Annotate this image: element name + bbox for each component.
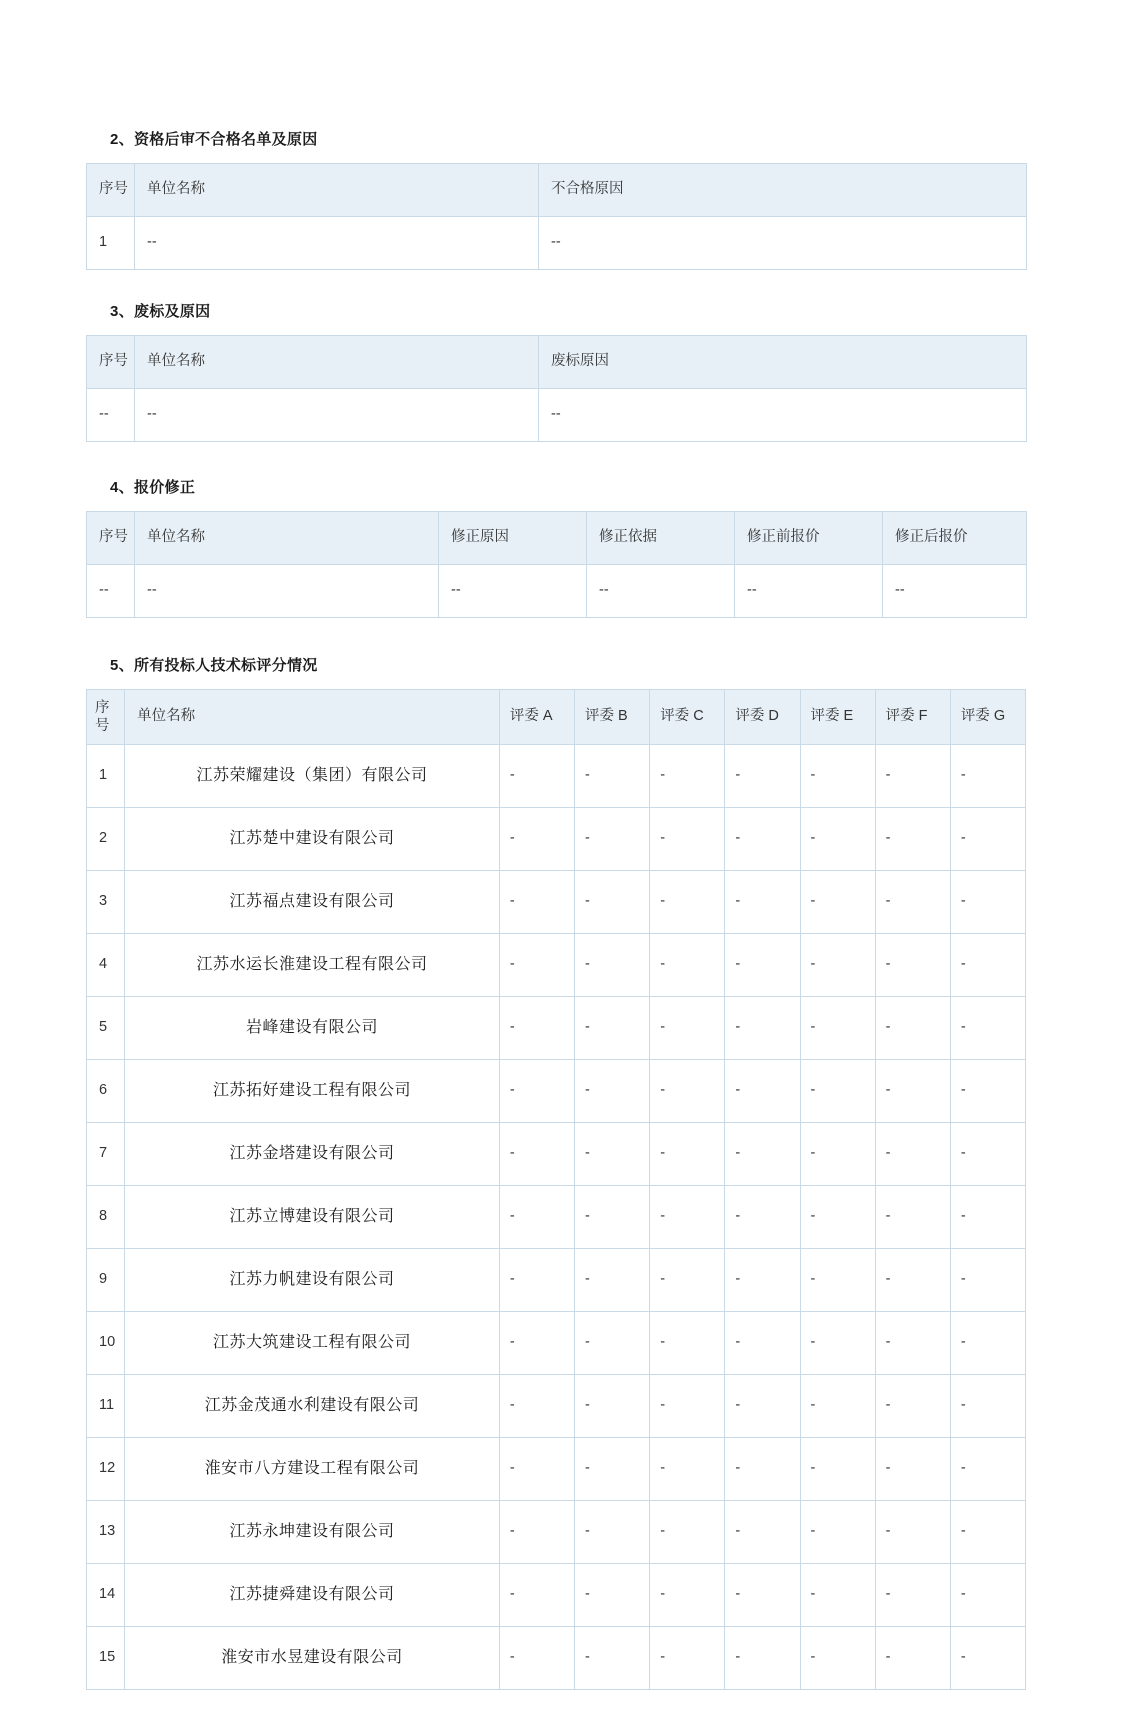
table-row — [87, 1186, 1026, 1249]
table-row — [87, 217, 1027, 270]
cell-score-c: - — [650, 1438, 725, 1501]
cell-score-g: - — [950, 997, 1025, 1060]
cell-index: 5 — [87, 997, 125, 1060]
cell-score-g: - — [950, 1312, 1025, 1375]
cell-score-d: - — [725, 1249, 800, 1312]
cell-score-g: - — [950, 1249, 1025, 1312]
cell-score-f: - — [875, 1564, 950, 1627]
cell-score-c: - — [650, 934, 725, 997]
cell-index: 12 — [87, 1438, 125, 1501]
cell-index: 10 — [87, 1312, 125, 1375]
cell-index: -- — [87, 389, 135, 442]
cell-score-b: - — [575, 1627, 650, 1690]
table-header-row — [87, 164, 1027, 217]
cell-score-f: - — [875, 745, 950, 808]
cell-score-d: - — [725, 1501, 800, 1564]
cell-index: 15 — [87, 1627, 125, 1690]
cell-score-a: - — [499, 1627, 574, 1690]
cell-score-f: - — [875, 997, 950, 1060]
cell-score-b: - — [575, 934, 650, 997]
cell-score-c: - — [650, 745, 725, 808]
section-heading-4: 4、报价修正 — [110, 479, 196, 496]
cell-unit-name: 江苏金塔建设有限公司 — [125, 1123, 500, 1186]
cell-score-a: - — [499, 1375, 574, 1438]
cell-index: -- — [87, 565, 135, 618]
cell-unit-name: 江苏立博建设有限公司 — [125, 1186, 500, 1249]
cell-unit-name: 江苏水运长淮建设工程有限公司 — [125, 934, 500, 997]
cell-score-b: - — [575, 1249, 650, 1312]
column-header-unit-name: 单位名称 — [135, 336, 539, 389]
cell-score-e: - — [800, 1627, 875, 1690]
cell-score-e: - — [800, 934, 875, 997]
section-heading-2: 2、资格后审不合格名单及原因 — [110, 131, 318, 148]
column-header-reason: 废标原因 — [539, 336, 1027, 389]
cell-price-before: -- — [735, 565, 883, 618]
cell-score-a: - — [499, 1564, 574, 1627]
table-row — [87, 389, 1027, 442]
cell-index: 1 — [87, 745, 125, 808]
cell-score-g: - — [950, 808, 1025, 871]
column-header-reason: 不合格原因 — [539, 164, 1027, 217]
cell-score-f: - — [875, 1186, 950, 1249]
cell-index: 14 — [87, 1564, 125, 1627]
cell-score-f: - — [875, 1627, 950, 1690]
table-header-row — [87, 690, 1026, 745]
cell-score-f: - — [875, 1501, 950, 1564]
cell-score-f: - — [875, 808, 950, 871]
cell-score-e: - — [800, 745, 875, 808]
cell-unit-name: 江苏永坤建设有限公司 — [125, 1501, 500, 1564]
cell-score-f: - — [875, 1123, 950, 1186]
cell-score-d: - — [725, 808, 800, 871]
cell-score-a: - — [499, 871, 574, 934]
cell-score-b: - — [575, 745, 650, 808]
cell-score-c: - — [650, 1501, 725, 1564]
table-rejected-bids — [86, 335, 1027, 442]
cell-index: 3 — [87, 871, 125, 934]
cell-score-a: - — [499, 808, 574, 871]
cell-score-e: - — [800, 1438, 875, 1501]
cell-score-c: - — [650, 1060, 725, 1123]
table-row — [87, 934, 1026, 997]
cell-unit-name: -- — [135, 217, 539, 270]
cell-score-e: - — [800, 1123, 875, 1186]
cell-score-f: - — [875, 1312, 950, 1375]
table-row — [87, 997, 1026, 1060]
cell-score-e: - — [800, 1186, 875, 1249]
cell-score-a: - — [499, 1249, 574, 1312]
cell-score-c: - — [650, 1375, 725, 1438]
cell-score-e: - — [800, 1060, 875, 1123]
table-technical-scores — [86, 689, 1026, 1690]
cell-score-d: - — [725, 1123, 800, 1186]
column-header-price-after: 修正后报价 — [883, 512, 1027, 565]
table-row — [87, 808, 1026, 871]
table-row — [87, 1501, 1026, 1564]
table-unqualified-list — [86, 163, 1027, 270]
cell-score-a: - — [499, 1186, 574, 1249]
cell-score-f: - — [875, 934, 950, 997]
cell-score-c: - — [650, 997, 725, 1060]
cell-score-d: - — [725, 934, 800, 997]
cell-score-b: - — [575, 1312, 650, 1375]
column-header-unit-name: 单位名称 — [135, 164, 539, 217]
cell-score-e: - — [800, 1501, 875, 1564]
cell-score-g: - — [950, 1375, 1025, 1438]
column-header-judge-g: 评委 G — [950, 690, 1025, 745]
cell-score-b: - — [575, 1438, 650, 1501]
cell-score-b: - — [575, 808, 650, 871]
table-row — [87, 1438, 1026, 1501]
cell-correction-basis: -- — [587, 565, 735, 618]
cell-score-e: - — [800, 1249, 875, 1312]
cell-score-f: - — [875, 1060, 950, 1123]
cell-score-c: - — [650, 1249, 725, 1312]
column-header-unit-name: 单位名称 — [125, 690, 500, 745]
cell-score-g: - — [950, 934, 1025, 997]
cell-score-b: - — [575, 1375, 650, 1438]
cell-score-a: - — [499, 1060, 574, 1123]
column-header-judge-f: 评委 F — [875, 690, 950, 745]
column-header-index: 序号 — [87, 512, 135, 565]
column-header-index: 序号 — [87, 164, 135, 217]
cell-score-b: - — [575, 1501, 650, 1564]
table-row — [87, 1249, 1026, 1312]
cell-unit-name: 江苏楚中建设有限公司 — [125, 808, 500, 871]
cell-score-d: - — [725, 1627, 800, 1690]
cell-score-c: - — [650, 871, 725, 934]
column-header-index: 序号 — [87, 336, 135, 389]
section-heading-5: 5、所有投标人技术标评分情况 — [110, 657, 318, 674]
cell-score-d: - — [725, 1312, 800, 1375]
cell-score-d: - — [725, 1375, 800, 1438]
table-row — [87, 1375, 1026, 1438]
column-header-judge-d: 评委 D — [725, 690, 800, 745]
cell-index: 1 — [87, 217, 135, 270]
table-header-row — [87, 336, 1027, 389]
cell-unit-name: 江苏荣耀建设（集团）有限公司 — [125, 745, 500, 808]
cell-unit-name: 岩峰建设有限公司 — [125, 997, 500, 1060]
cell-score-g: - — [950, 1438, 1025, 1501]
cell-reason: -- — [539, 217, 1027, 270]
cell-score-b: - — [575, 871, 650, 934]
cell-score-b: - — [575, 1564, 650, 1627]
cell-score-c: - — [650, 1564, 725, 1627]
cell-index: 6 — [87, 1060, 125, 1123]
cell-score-g: - — [950, 1186, 1025, 1249]
cell-score-e: - — [800, 1375, 875, 1438]
cell-score-f: - — [875, 1375, 950, 1438]
cell-score-c: - — [650, 808, 725, 871]
cell-score-f: - — [875, 871, 950, 934]
cell-index: 4 — [87, 934, 125, 997]
cell-score-g: - — [950, 1564, 1025, 1627]
column-header-judge-c: 评委 C — [650, 690, 725, 745]
table-row — [87, 1627, 1026, 1690]
cell-unit-name: 淮安市八方建设工程有限公司 — [125, 1438, 500, 1501]
cell-score-d: - — [725, 997, 800, 1060]
cell-score-e: - — [800, 871, 875, 934]
cell-score-e: - — [800, 808, 875, 871]
cell-score-a: - — [499, 745, 574, 808]
cell-unit-name: 江苏力帆建设有限公司 — [125, 1249, 500, 1312]
cell-score-g: - — [950, 1060, 1025, 1123]
cell-score-e: - — [800, 997, 875, 1060]
cell-score-d: - — [725, 1438, 800, 1501]
cell-score-e: - — [800, 1312, 875, 1375]
cell-index: 2 — [87, 808, 125, 871]
column-header-judge-a: 评委 A — [499, 690, 574, 745]
cell-score-d: - — [725, 1060, 800, 1123]
table-price-correction — [86, 511, 1027, 618]
column-header-price-before: 修正前报价 — [735, 512, 883, 565]
column-header-correction-basis: 修正依据 — [587, 512, 735, 565]
cell-score-g: - — [950, 871, 1025, 934]
column-header-unit-name: 单位名称 — [135, 512, 439, 565]
cell-score-g: - — [950, 745, 1025, 808]
table-header-row — [87, 512, 1027, 565]
cell-price-after: -- — [883, 565, 1027, 618]
cell-score-c: - — [650, 1312, 725, 1375]
table-row — [87, 1312, 1026, 1375]
table-row — [87, 1564, 1026, 1627]
cell-unit-name: 江苏大筑建设工程有限公司 — [125, 1312, 500, 1375]
cell-score-b: - — [575, 1123, 650, 1186]
cell-correction-reason: -- — [439, 565, 587, 618]
column-header-correction-reason: 修正原因 — [439, 512, 587, 565]
cell-score-g: - — [950, 1627, 1025, 1690]
cell-score-c: - — [650, 1123, 725, 1186]
cell-index: 7 — [87, 1123, 125, 1186]
cell-index: 11 — [87, 1375, 125, 1438]
table-row — [87, 1123, 1026, 1186]
cell-unit-name: 淮安市水昱建设有限公司 — [125, 1627, 500, 1690]
section-heading-3: 3、废标及原因 — [110, 303, 211, 320]
cell-score-d: - — [725, 1564, 800, 1627]
cell-score-a: - — [499, 1312, 574, 1375]
cell-score-a: - — [499, 1501, 574, 1564]
cell-score-d: - — [725, 871, 800, 934]
cell-index: 9 — [87, 1249, 125, 1312]
cell-score-f: - — [875, 1438, 950, 1501]
cell-score-d: - — [725, 1186, 800, 1249]
cell-score-d: - — [725, 745, 800, 808]
cell-score-c: - — [650, 1186, 725, 1249]
cell-score-b: - — [575, 1186, 650, 1249]
cell-unit-name: 江苏捷舜建设有限公司 — [125, 1564, 500, 1627]
cell-score-a: - — [499, 934, 574, 997]
cell-score-b: - — [575, 997, 650, 1060]
cell-unit-name: -- — [135, 565, 439, 618]
cell-score-a: - — [499, 1123, 574, 1186]
table-row — [87, 565, 1027, 618]
table-row — [87, 871, 1026, 934]
cell-unit-name: -- — [135, 389, 539, 442]
cell-score-a: - — [499, 1438, 574, 1501]
cell-index: 13 — [87, 1501, 125, 1564]
cell-reason: -- — [539, 389, 1027, 442]
cell-index: 8 — [87, 1186, 125, 1249]
table-row — [87, 745, 1026, 808]
cell-unit-name: 江苏拓好建设工程有限公司 — [125, 1060, 500, 1123]
column-header-judge-e: 评委 E — [800, 690, 875, 745]
cell-score-b: - — [575, 1060, 650, 1123]
cell-score-g: - — [950, 1501, 1025, 1564]
table-row — [87, 1060, 1026, 1123]
cell-unit-name: 江苏金茂通水利建设有限公司 — [125, 1375, 500, 1438]
cell-score-f: - — [875, 1249, 950, 1312]
cell-unit-name: 江苏福点建设有限公司 — [125, 871, 500, 934]
column-header-judge-b: 评委 B — [575, 690, 650, 745]
cell-score-g: - — [950, 1123, 1025, 1186]
cell-score-e: - — [800, 1564, 875, 1627]
column-header-index: 序号 — [87, 690, 125, 745]
cell-score-c: - — [650, 1627, 725, 1690]
cell-score-a: - — [499, 997, 574, 1060]
